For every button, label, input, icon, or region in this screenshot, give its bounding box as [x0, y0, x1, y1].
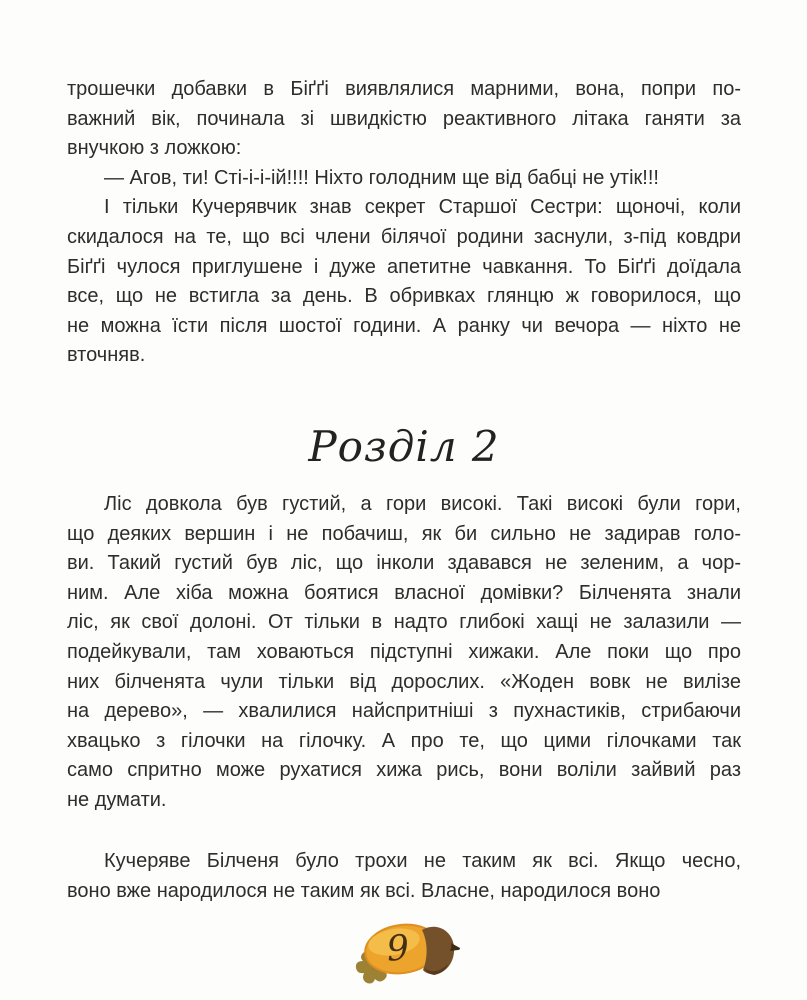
paragraph	[67, 490, 741, 816]
text-line: внучкою з ложкою:	[67, 137, 242, 160]
page-footer	[350, 922, 460, 992]
text-line: ви. Такий густий був ліс, що інколи здавався не зеленим, а чор-	[67, 552, 741, 575]
text-line: само спритно може рухатися хижа рись, вони воліли зайвий раз	[67, 759, 741, 782]
paragraph	[67, 847, 741, 906]
bottom-paragraphs	[67, 490, 741, 907]
top-paragraphs	[67, 75, 741, 371]
text-line: все, що не встигла за день. В обривках глянцю ж говорилося, що	[67, 285, 741, 308]
acorn-stem-shape	[450, 943, 460, 951]
text-line: Біґґі чулося приглушене і дуже апетитне чавкання. То Біґґі доїдала	[67, 255, 741, 278]
text-line: І тільки Кучерявчик знав секрет Старшої Сестри: щоночі, коли	[104, 196, 741, 219]
text-line: ліс, як свої долоні. От тільки в надто глибокі хащі не залазили —	[67, 611, 741, 634]
text-line: них білченята чули тільки від дорослих. «Жоден вовк не вилізе	[67, 670, 741, 693]
text-line: — Агов, ти! Сті-і-і-ій!!!! Ніхто голодним ще від бабці не утік!!!	[104, 166, 659, 189]
text-line: воно вже народилося не таким як всі. Власне, народилося воно	[67, 880, 661, 903]
chapter-heading: Розділ 2	[308, 421, 500, 471]
text-line: не думати.	[67, 788, 167, 811]
text-line: ним. Але хіба можна боятися власної домівки? Білченята знали	[67, 581, 741, 604]
text-line: скидалося на те, що всі члени білячої родини заснули, з-під ковдри	[67, 225, 741, 248]
page-number: 9	[385, 928, 411, 970]
paragraph	[67, 164, 741, 194]
acorn-cap-shape	[422, 927, 454, 974]
text-line: Кучеряве Білченя було трохи не таким як всі. Якщо чесно,	[104, 850, 741, 873]
text-line: що деяких вершин і не побачиш, як би сильно не задирав голо-	[67, 522, 741, 545]
text-line: на дерево», — хвалилися найспритніші з пухнастиків, стрибаючи	[67, 700, 741, 723]
text-line: подейкували, там ховаються підступні хижаки. Але поки що про	[67, 640, 741, 663]
text-line: не можна їсти після шостої години. А ранку чи вечора — ніхто не	[67, 314, 741, 337]
paragraph	[67, 193, 741, 371]
acorn-icon	[350, 922, 460, 992]
text-line: Ліс довкола був густий, а гори високі. Такі високі були гори,	[104, 492, 741, 515]
paragraph	[67, 75, 741, 164]
page-text	[67, 75, 741, 907]
text-line: важний вік, починала зі швидкістю реактивного літака ганяти за	[67, 107, 741, 130]
text-line: трошечки добавки в Біґґі виявлялися марними, вона, попри по-	[67, 78, 741, 100]
text-line: хвацько з гілочки на гілочку. А про те, що цими гілочками так	[67, 729, 741, 752]
text-line: вточняв.	[67, 344, 146, 367]
